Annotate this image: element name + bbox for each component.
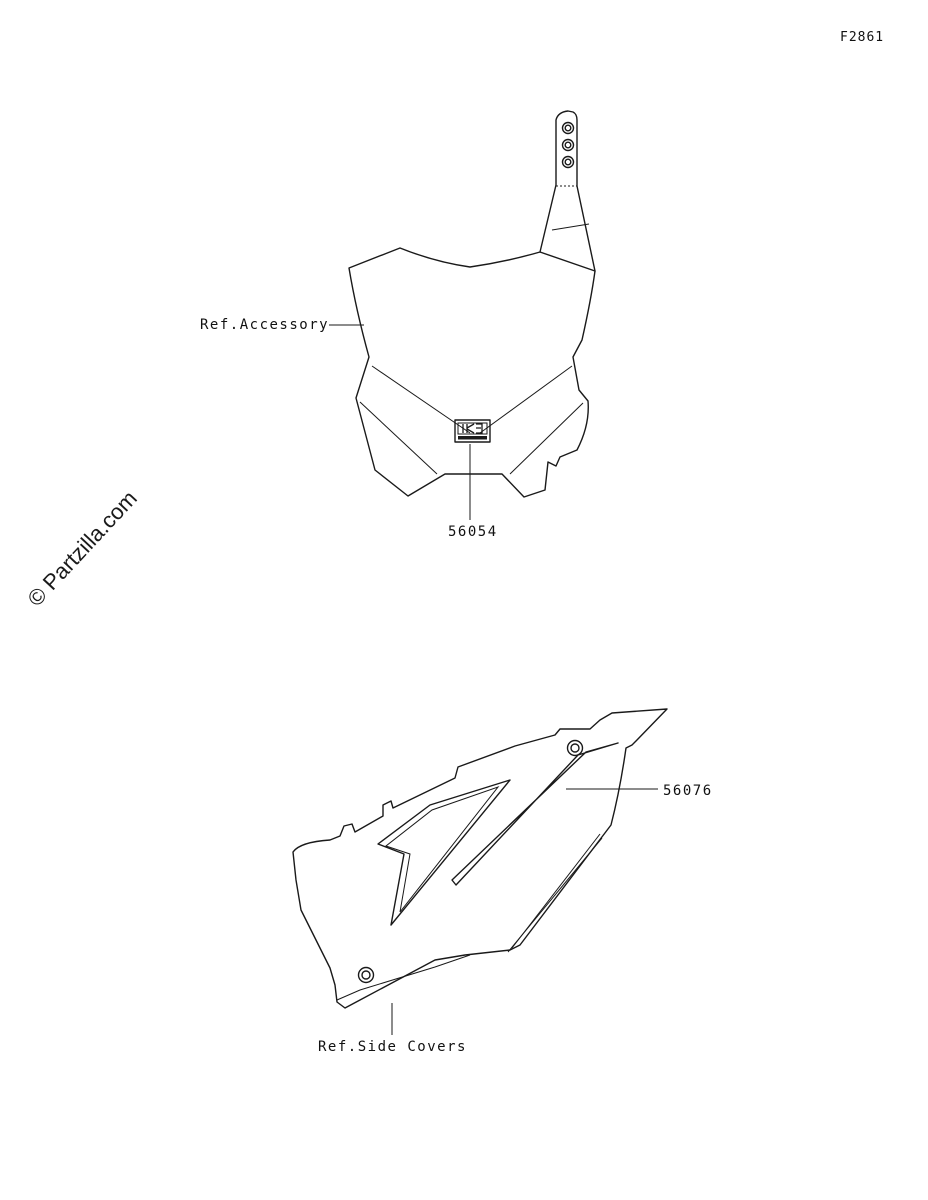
side-cover [293, 709, 667, 1008]
callout-ref-side-covers: Ref.Side Covers [318, 1039, 467, 1055]
front-number-plate [349, 111, 595, 497]
kawasaki-decal-56054 [455, 420, 490, 442]
watermark: © Partzilla.com [22, 485, 142, 612]
callout-ref-accessory: Ref.Accessory [200, 317, 330, 333]
callout-part-56054[interactable]: 56054 [448, 524, 498, 540]
figure-id: F2861 [840, 30, 885, 45]
callout-part-56076[interactable]: 56076 [663, 783, 713, 799]
